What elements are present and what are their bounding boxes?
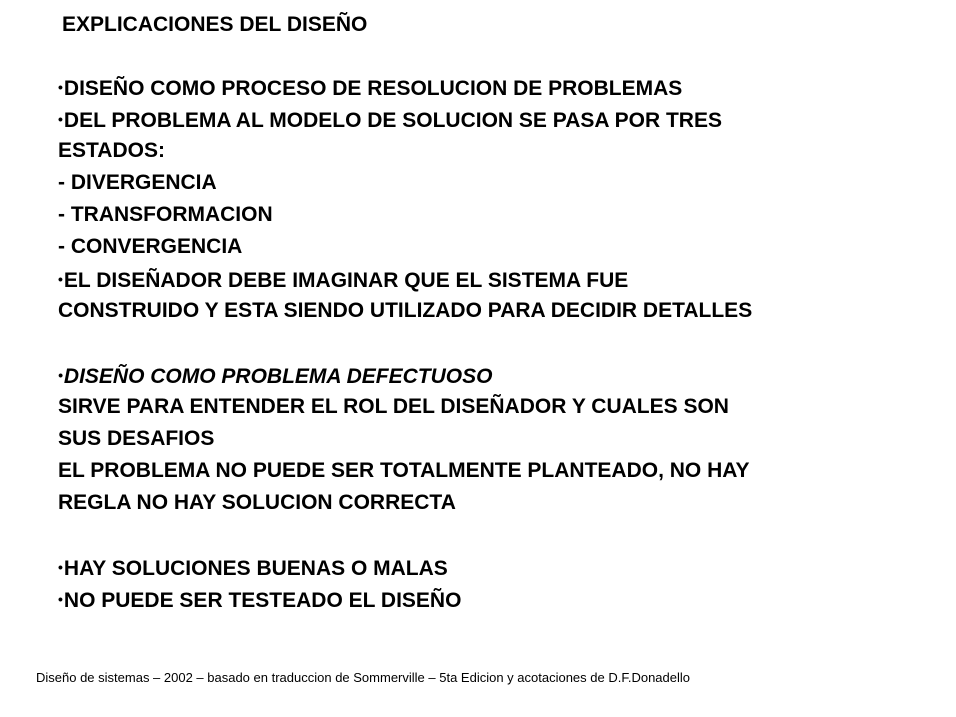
bullet-glyph: •	[58, 367, 63, 383]
bullet-item	[58, 551, 950, 583]
text-line: CONSTRUIDO Y ESTA SIENDO UTILIZADO PARA DECIDIR DETALLES	[58, 299, 753, 322]
bullet-text: DISEÑO COMO PROCESO DE RESOLUCION DE PROBLEMAS	[63, 77, 683, 100]
bullet-glyph: •	[58, 559, 63, 575]
spacer	[58, 519, 950, 551]
bullet-text: DISEÑO COMO PROBLEMA DEFECTUOSO	[63, 365, 493, 388]
slide-footer: Diseño de sistemas – 2002 – basado en traduccion de Sommerville – 5ta Edicion y acotaciones de D.F.Donadello	[36, 670, 690, 685]
text-line: ESTADOS:	[58, 139, 165, 162]
bullet-text: HAY SOLUCIONES BUENAS O MALAS	[63, 557, 448, 580]
slide-body	[58, 71, 950, 615]
bullet-item	[58, 263, 950, 295]
bullet-text: DEL PROBLEMA AL MODELO DE SOLUCION SE PASA POR TRES	[63, 109, 722, 132]
text-line: SIRVE PARA ENTENDER EL ROL DEL DISEÑADOR Y CUALES SON	[58, 395, 729, 418]
bullet-glyph: •	[58, 111, 63, 127]
state-item: - DIVERGENCIA	[58, 171, 217, 194]
state-item: - TRANSFORMACION	[58, 203, 273, 226]
bullet-glyph: •	[58, 591, 63, 607]
bullet-text: NO PUEDE SER TESTEADO EL DISEÑO	[63, 589, 462, 612]
slide-title: EXPLICACIONES DEL DISEÑO	[62, 13, 368, 36]
text-line: EL PROBLEMA NO PUEDE SER TOTALMENTE PLANTEADO, NO HAY	[58, 459, 750, 482]
text-line: SUS DESAFIOS	[58, 427, 215, 450]
spacer	[58, 327, 950, 359]
text-line: REGLA NO HAY SOLUCION CORRECTA	[58, 491, 456, 514]
bullet-item	[58, 71, 950, 103]
bullet-item	[58, 359, 950, 391]
bullet-item	[58, 103, 950, 135]
bullet-item	[58, 583, 950, 615]
state-item: - CONVERGENCIA	[58, 235, 243, 258]
bullet-text: EL DISEÑADOR DEBE IMAGINAR QUE EL SISTEMA FUE	[63, 269, 629, 292]
bullet-glyph: •	[58, 79, 63, 95]
bullet-glyph: •	[58, 271, 63, 287]
